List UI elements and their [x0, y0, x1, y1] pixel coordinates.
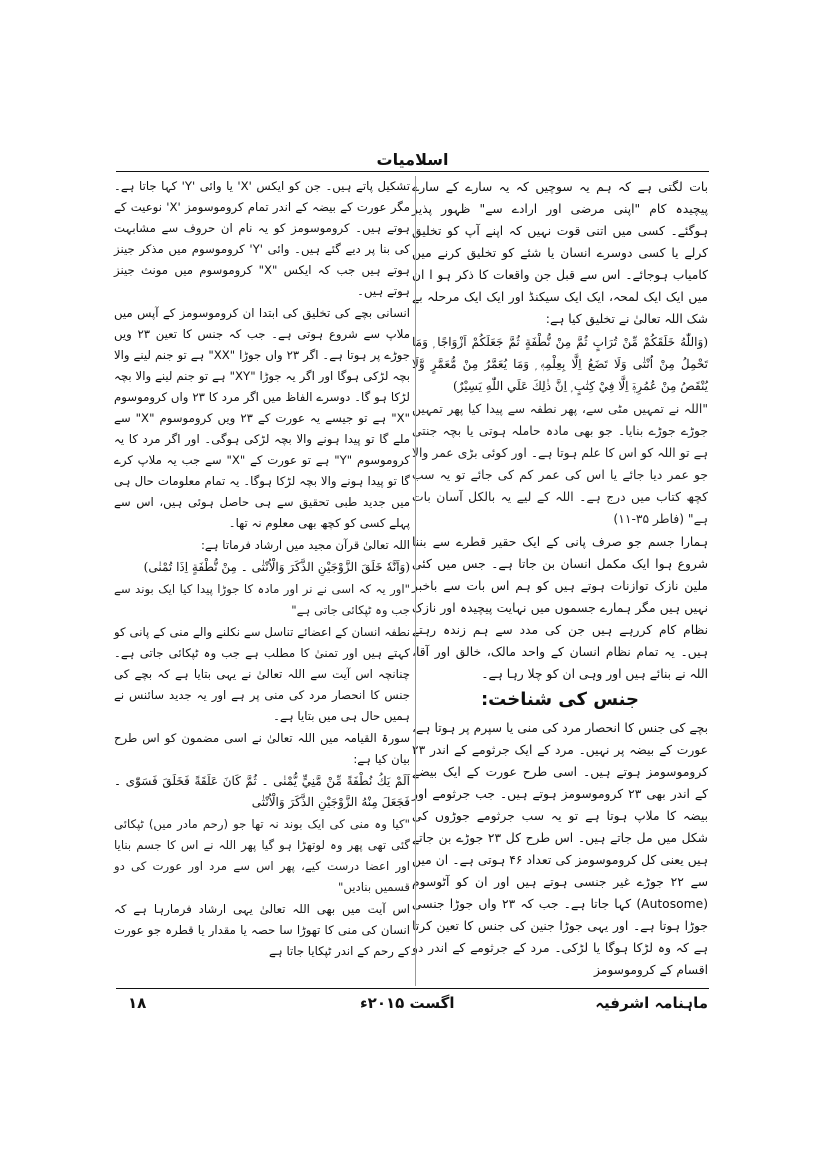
paragraph: اللہ تعالیٰ قرآن مجید میں ارشاد فرماتا ہے: — [200, 538, 410, 552]
paragraph: اس آیت میں بھی اللہ تعالیٰ یہی ارشاد فرمارہا ہے کہ انسان کی منی کا تھوڑا سا حصہ یا مقدار یا قطرہ جو عورت کے رحم کے اندر ٹپکایا جاتا ہے — [114, 902, 410, 958]
right-column — [412, 176, 708, 982]
paragraph: تشکیل پاتے ہیں۔ جن کو ایکس 'X' یا وائی 'Y' کہا جاتا ہے۔ مگر عورت کے بیضہ کے اندر تمام کروموسومز 'X' نوعیت کے ہوتے ہیں۔ کروموسومز کو یہ نام ان حروف سے مشابہت کی بنا پر دیے گئے ہیں۔ وائی 'Y' کروموسوم میں مذکر جینز ہوتے ہیں جب کہ ایکس "X" کروموسوم میں مونث جینز ہوتے ہیں۔ — [114, 179, 410, 298]
header-rule — [116, 171, 709, 172]
paragraph: انسانی بچے کی تخلیق کی ابتدا ان کروموسومز کے آپس میں ملاپ سے شروع ہوتی ہے۔ جب کہ جنس کا تعین ۲۳ ویں جوڑے پر ہوتا ہے۔ اگر ۲۳ واں جوڑا "XX" ہے تو جنم لینے والا بچہ لڑکی ہوگا اور اگر یہ جوڑا "XY" ہے تو جنم لینے والا بچہ لڑکا ہو گا۔ دوسرے الفاظ میں اگر مرد کا ۲۳ واں کروموسوم "X" ہے تو جیسے یہ عورت کے ۲۳ ویں کروموسوم "X" سے ملے گا تو پیدا ہونے والا بچہ لڑکی ہوگی۔ اور اگر مرد کا یہ کروموسوم "Y" ہے تو عورت کے "X" سے جب یہ ملاپ کرے گا تو پیدا ہونے والا بچہ لڑکا ہوگا۔ یہ تمام معلومات حال ہی میں جدید طبی تحقیق سے ہی حاصل ہوئی ہیں، اس سے پہلے کسی کو کچھ بھی معلوم نہ تھا۔ — [114, 306, 411, 530]
footer-page-number: ۱۸ — [128, 994, 147, 1012]
paragraph: بچے کی جنس کا انحصار مرد کی منی یا سپرم پر ہوتا ہے، عورت کے بیضہ پر نہیں۔ مرد کے ایک جرثومے کے اندر ۲۳ کروموسومز ہوتے ہیں۔ اسی طرح عورت کے ایک بیضے کے اندر بھی ۲۳ کروموسومز ہوتے ہیں۔ جب جرثومے اور بیضہ کا ملاپ ہوتا ہے تو یہ سب جرثومے جوڑوں کی شکل میں مل جاتے ہیں۔ اس طرح کل ۲۳ جوڑے بن جاتے ہیں یعنی کل کروموسومز کی تعداد ۴۶ ہوتی ہے۔ ان میں سے ۲۲ جوڑے غیر جنسی ہوتے ہیں اور ان کو آٹوسوم (Autosome) کہا جاتا ہے۔ جب کہ ۲۳ واں جوڑا جنسی جوڑا ہوتا ہے۔ اور یہی جوڑا جنین کی جنس کا تعین کرتا ہے کہ وہ لڑکا ہوگا یا لڑکی۔ مرد کے جرثومے کے اندر دو اقسام کے کروموسومز — [412, 721, 709, 977]
paragraph: ہمارا جسم جو صرف پانی کے ایک حقیر قطرے سے بننا شروع ہوا ایک مکمل انسان بن جاتا ہے۔ جس میں کئی ملین نازک توازنات ہوتے ہیں کو ہم اس بات سے باخبر نہیں ہیں مگر ہمارے جسموں میں نہایت پیچیدہ اور نازک نظام کام کررہے ہیں جن کی مدد سے ہم زندہ رہتے ہیں۔ یہ تمام نظام انسان کے واحد مالک، خالق اور آقا، اللہ نے بنائے ہیں اور وہی ان کو چلا رہا ہے۔ — [412, 535, 708, 681]
translation-paragraph: "اللہ نے تمہیں مٹی سے، پھر نطفہ سے پیدا کیا پھر تمہیں جوڑے جوڑے بنایا۔ جو بھی مادہ حاملہ ہوتی یا بچہ جنتی ہے تو اللہ کو اس کا علم ہوتا ہے۔ اور کوئی بڑی عمر والا جو عمر دیا جائے یا اس کی عمر کم کی جائے تو یہ سب کچھ کتاب میں درج ہے۔ اللہ کے لیے یہ بالکل آسان بات ہے" (فاطر ۳۵-۱۱) — [412, 402, 708, 526]
column-divider — [415, 176, 416, 986]
paragraph: بات لگتی ہے کہ ہم یہ سوچیں کہ یہ سارے کے سارے پیچیدہ کام "اپنی مرضی اور ارادے سے" ظہور پذیر ہوگئے۔ کسی میں اتنی قوت نہیں کہ اپنے آپ کو تخلیق کرلے یا کسی دوسرے انسان یا شئے کو تخلیق کرنے میں کامیاب ہوجائے۔ اس سے قبل جن واقعات کا ذکر ہو ا ان میں ایک ایک لمحہ، ایک ایک سیکنڈ اور ایک ایک مرحلہ بے شک اللہ تعالیٰ نے تخلیق کیا ہے: — [412, 180, 708, 326]
left-column — [114, 176, 410, 963]
quran-verse: (وَاللّٰهُ خَلَقَكُمْ مِّنْ تُرَابٍ ثُمَّ مِنْ نُّطْفَةٍ ثُمَّ جَعَلَكُمْ اَزْوَاجًا ۭ وَمَا تَحْمِلُ مِنْ اُنْثٰى وَلَا تَضَعُ اِلَّا بِعِلْمِهٖ ۭ وَمَا يُعَمَّرُ مِنْ مُّعَمَّرٍ وَّلَا يُنْقَصُ مِنْ عُمُرِهٖٓ اِلَّا فِيْ كِتٰبٍ ۭ اِنَّ ذٰلِكَ عَلَي اللّٰهِ يَسِيْرٌ) — [412, 335, 708, 393]
footer-magazine-name: ماہنامہ اشرفیہ — [595, 994, 708, 1012]
translation-paragraph: "اور یہ کہ اسی نے نر اور مادہ کا جوڑا پیدا کیا ایک بوند سے جب وہ ٹپکائی جاتی ہے" — [114, 582, 410, 617]
quran-verse: اَلَمْ يَكُ نُطْفَةً مِّنْ مَّنِيٍّ يُّمْنٰى ۔ ثُمَّ كَانَ عَلَقَةً فَخَلَقَ فَسَوّٰى ۔ فَجَعَلَ مِنْهُ الزَّوْجَيْنِ الذَّكَرَ وَالْاُنْثٰى — [114, 774, 410, 809]
footer-date: اگست ۲۰۱۵ء — [360, 994, 455, 1012]
paragraph: سورۃ القیامہ میں اللہ تعالیٰ نے اسی مضمون کو اس طرح بیان کیا ہے: — [114, 731, 410, 766]
page-header-title: اسلامیات — [376, 150, 449, 169]
translation-paragraph: "کیا وہ منی کی ایک بوند نہ تھا جو (رحم مادر میں) ٹپکائی گئی تھی پھر وہ لوتھڑا ہو گیا پھر اللہ نے اس کا جسم بنایا اور اعضا درست کیے، پھر اس سے مرد اور عورت کی دو قسمیں بنادیں" — [114, 817, 410, 894]
quran-verse: (وَاَنَّهٗ خَلَقَ الزَّوْجَيْنِ الذَّكَرَ وَالْاُنْثٰى ۔ مِنْ نُّطْفَةٍ اِذَا تُمْنٰى) — [143, 560, 410, 574]
paragraph: نطفہ انسان کے اعضائے تناسل سے نکلنے والے منی کے پانی کو کہتے ہیں اور تمنیٰ کا مطلب ہے جب وہ ٹپکائی جاتی ہے۔ چنانچہ اس آیت سے اللہ تعالیٰ نے یہی بتایا ہے کہ بچے کی جنس کا انحصار مرد کی منی پر ہے اور یہ جدید سائنس نے ہمیں حال ہی میں بتایا ہے۔ — [114, 625, 410, 723]
footer-rule — [116, 988, 709, 989]
section-heading: جنس کی شناخت: — [480, 689, 639, 710]
